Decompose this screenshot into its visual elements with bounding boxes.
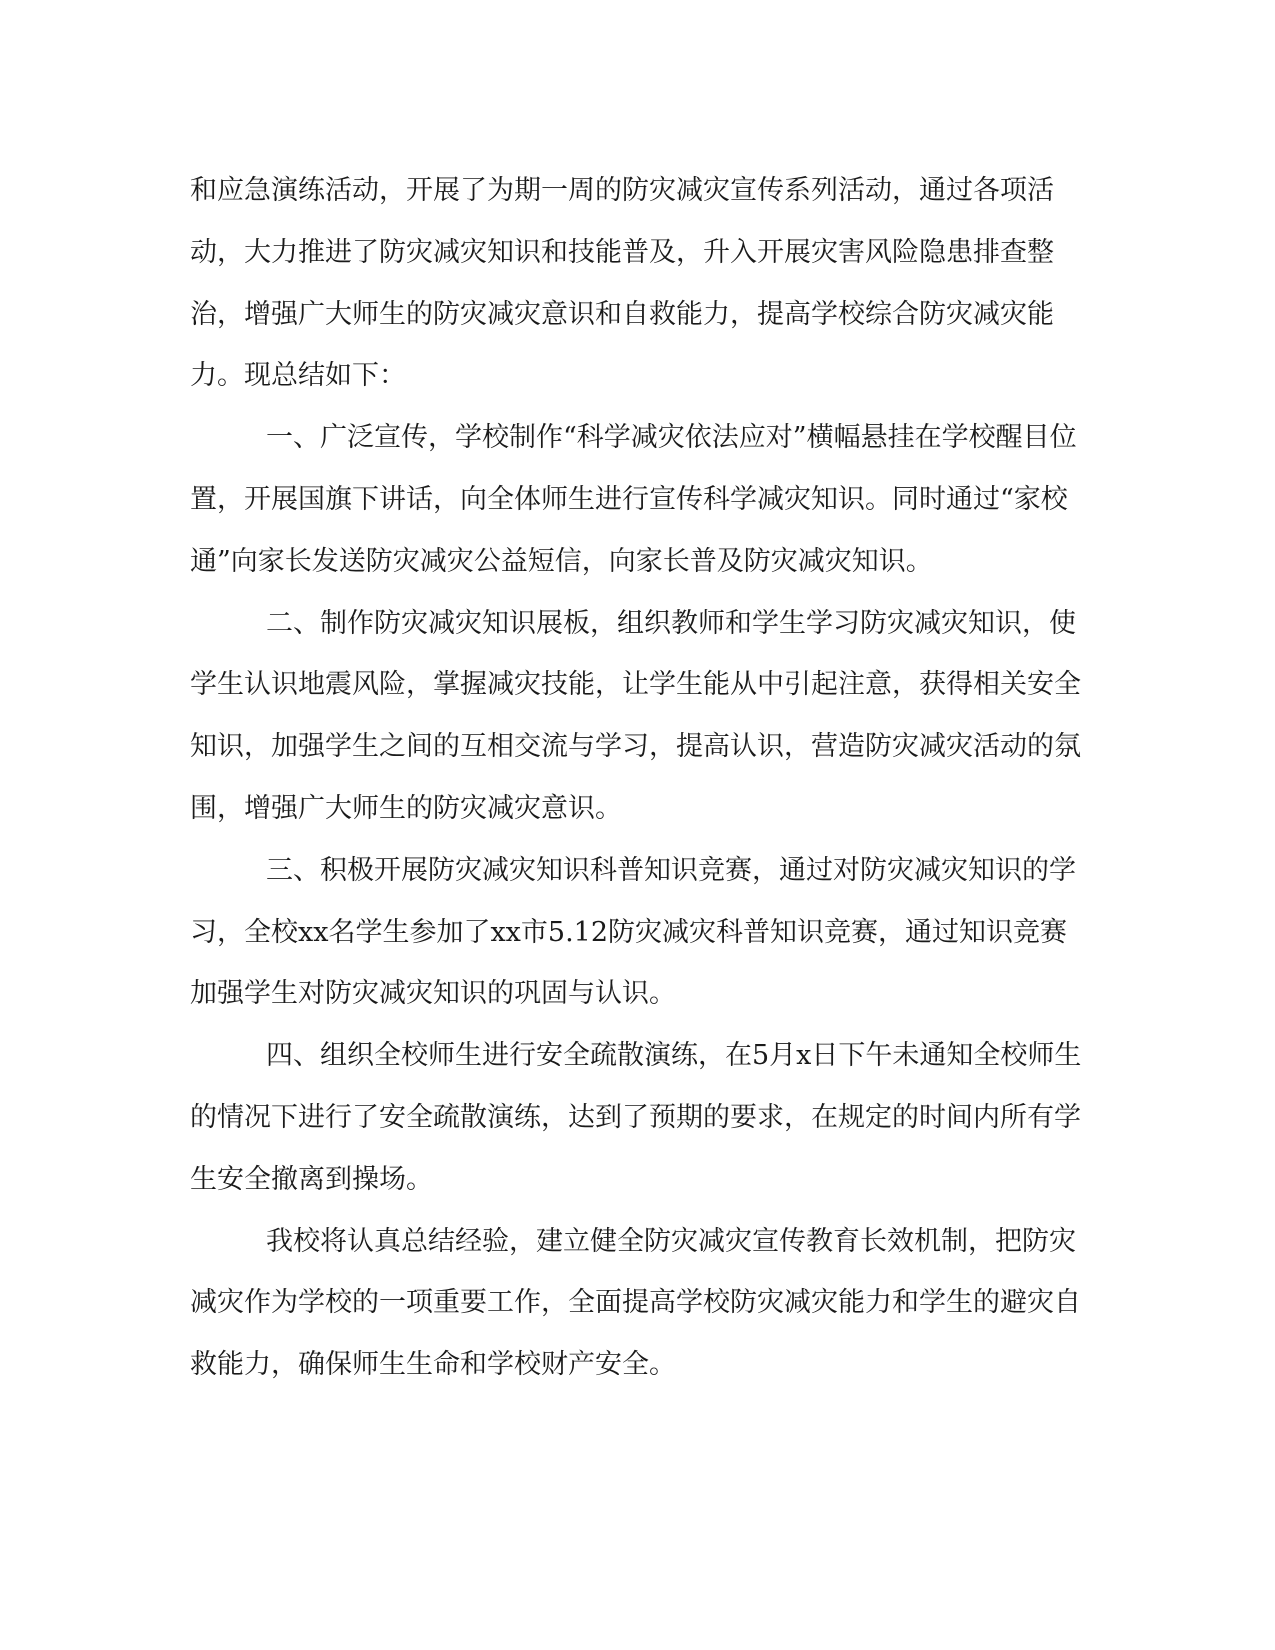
paragraph-item-4: 四、组织全校师生进行安全疏散演练，在5月x日下午未通知全校师生的情况下进行了安全疏散演练，达到了预期的要求，在规定的时间内所有学生安全撤离到操场。: [190, 1040, 1082, 1195]
paragraph-item-2: 二、制作防灾减灾知识展板，组织教师和学生学习防灾减灾知识，使学生认识地震风险，掌握减灾技能，让学生能从中引起注意，获得相关安全知识，加强学生之间的互相交流与学习，提高认识，营造防灾减灾活动的氛围，增强广大师生的防灾减灾意识。: [190, 607, 1081, 824]
document-body: [190, 160, 1085, 1396]
paragraph-conclusion: 我校将认真总结经验，建立健全防灾减灾宣传教育长效机制，把防灾减灾作为学校的一项重要工作，全面提高学校防灾减灾能力和学生的避灾自救能力，确保师生生命和学校财产安全。: [190, 1225, 1081, 1381]
paragraph-intro: 和应急演练活动，开展了为期一周的防灾减灾宣传系列活动，通过各项活动，大力推进了防灾减灾知识和技能普及，升入开展灾害风险隐患排查整治，增强广大师生的防灾减灾意识和自救能力，提高学校综合防灾减灾能力。现总结如下：: [190, 175, 1054, 392]
paragraph-item-1: 一、广泛宣传，学校制作“科学减灾依法应对”横幅悬挂在学校醒目位置，开展国旗下讲话，向全体师生进行宣传科学减灾知识。同时通过“家校通”向家长发送防灾减灾公益短信，向家长普及防灾减灾知识。: [190, 422, 1077, 577]
paragraph-item-3: 三、积极开展防灾减灾知识科普知识竞赛，通过对防灾减灾知识的学习，全校xx名学生参加了xx市5.12防灾减灾科普知识竞赛，通过知识竞赛加强学生对防灾减灾知识的巩固与认识。: [190, 854, 1076, 1010]
